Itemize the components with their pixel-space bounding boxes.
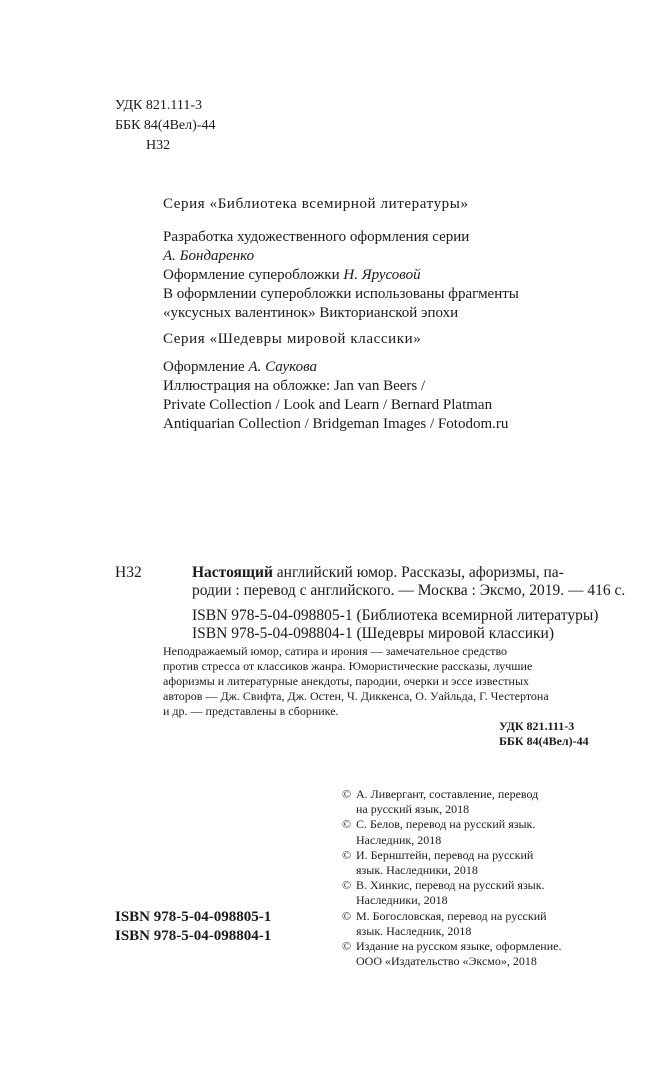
annotation-line: и др. — представлены в сборнике. <box>163 704 339 718</box>
copyright-icon: © <box>342 817 352 832</box>
copyright-icon: © <box>342 847 352 862</box>
record-isbns <box>192 607 598 643</box>
copyright-line: С. Белов, перевод на русский язык. <box>356 817 536 832</box>
copyright-icon: © <box>342 938 352 953</box>
annotation-classification <box>499 719 589 749</box>
series-1-title: Серия «Библиотека всемирной литературы» <box>163 196 469 212</box>
annotation <box>163 644 549 719</box>
series-2-design-label: Оформление <box>163 359 249 375</box>
annotation-line: авторов — Дж. Свифта, Дж. Остен, Ч. Диккенса, О. Уайльда, Г. Честертона <box>163 689 549 703</box>
record-line-2: родии : перевод с английского. — Москва : Эксмо, 2019. — 416 с. <box>192 582 626 599</box>
copyright-line: на русский язык, 2018 <box>356 802 470 817</box>
jacket-design-label: Оформление суперобложки <box>163 267 344 283</box>
bibliographic-record <box>192 564 625 600</box>
record-mark: Н32 <box>115 564 142 581</box>
copyright-line: Издание на русском языке, оформление. <box>356 938 562 953</box>
isbn-2: ISBN 978-5-04-098804-1 <box>115 928 272 944</box>
copyright-icon: © <box>342 787 352 801</box>
series-1-designer: А. Бондаренко <box>163 248 255 264</box>
series-1-design-label: Разработка художественного оформления серии <box>163 229 470 245</box>
record-title-bold: Настоящий <box>192 564 273 581</box>
copyright-line: Наследник, 2018 <box>356 832 442 847</box>
record-line-1: английский юмор. Рассказы, афоризмы, па- <box>272 564 564 581</box>
annotation-bbk: ББК 84(4Вел)-44 <box>499 734 589 748</box>
copyright-line: И. Бернштейн, перевод на русский <box>356 847 534 862</box>
copyright-line: язык. Наследники, 2018 <box>356 862 478 877</box>
copyright-line: М. Богословская, перевод на русский <box>356 908 547 923</box>
copyright-line: Наследники, 2018 <box>356 893 448 908</box>
annotation-line: против стресса от классиков жанра. Юмористические рассказы, лучшие <box>163 659 533 673</box>
author-mark: Н32 <box>146 138 171 153</box>
udk-code: УДК 821.111-3 <box>115 98 203 113</box>
series-2-title: Серия «Шедевры мировой классики» <box>163 331 422 347</box>
record-isbn-2: ISBN 978-5-04-098804-1 (Шедевры мировой классики) <box>192 625 554 642</box>
record-isbn-1: ISBN 978-5-04-098805-1 (Библиотека всемирной литературы) <box>192 607 599 624</box>
series-2-designer: А. Саукова <box>248 359 318 375</box>
annotation-line: Неподражаемый юмор, сатира и ирония — замечательное средство <box>163 644 508 658</box>
series-1-credits <box>163 228 519 323</box>
copyright-icon: © <box>342 908 352 923</box>
cover-illustration-line-2: Private Collection / Look and Learn / Bernard Platman <box>163 397 493 413</box>
copyright-line: ООО «Издательство «Эксмо», 2018 <box>356 954 537 969</box>
copyright-line: В. Хинкис, перевод на русский язык. <box>356 878 545 893</box>
copyright-line: А. Ливергант, составление, перевод <box>356 787 539 801</box>
isbn-block <box>115 908 271 946</box>
classification-block <box>115 96 215 156</box>
cover-illustration-line-3: Antiquarian Collection / Bridgeman Images / Fotodom.ru <box>163 416 509 432</box>
series-2-credits <box>163 358 508 434</box>
isbn-1: ISBN 978-5-04-098805-1 <box>115 909 272 925</box>
jacket-note-line-1: В оформлении суперобложки использованы фрагменты <box>163 286 519 302</box>
jacket-designer: Н. Ярусовой <box>343 267 421 283</box>
annotation-udk: УДК 821.111-3 <box>499 719 575 733</box>
cover-illustration-line-1: Иллюстрация на обложке: Jan van Beers / <box>163 378 426 394</box>
copyright-block <box>342 787 642 969</box>
copyright-icon: © <box>342 878 352 893</box>
annotation-line: афоризмы и литературные анекдоты, пародии, очерки и эссе известных <box>163 674 530 688</box>
jacket-note-line-2: «уксусных валентинок» Викторианской эпохи <box>163 305 459 321</box>
copyright-line: язык. Наследник, 2018 <box>356 923 472 938</box>
bbk-code: ББК 84(4Вел)-44 <box>115 118 216 133</box>
